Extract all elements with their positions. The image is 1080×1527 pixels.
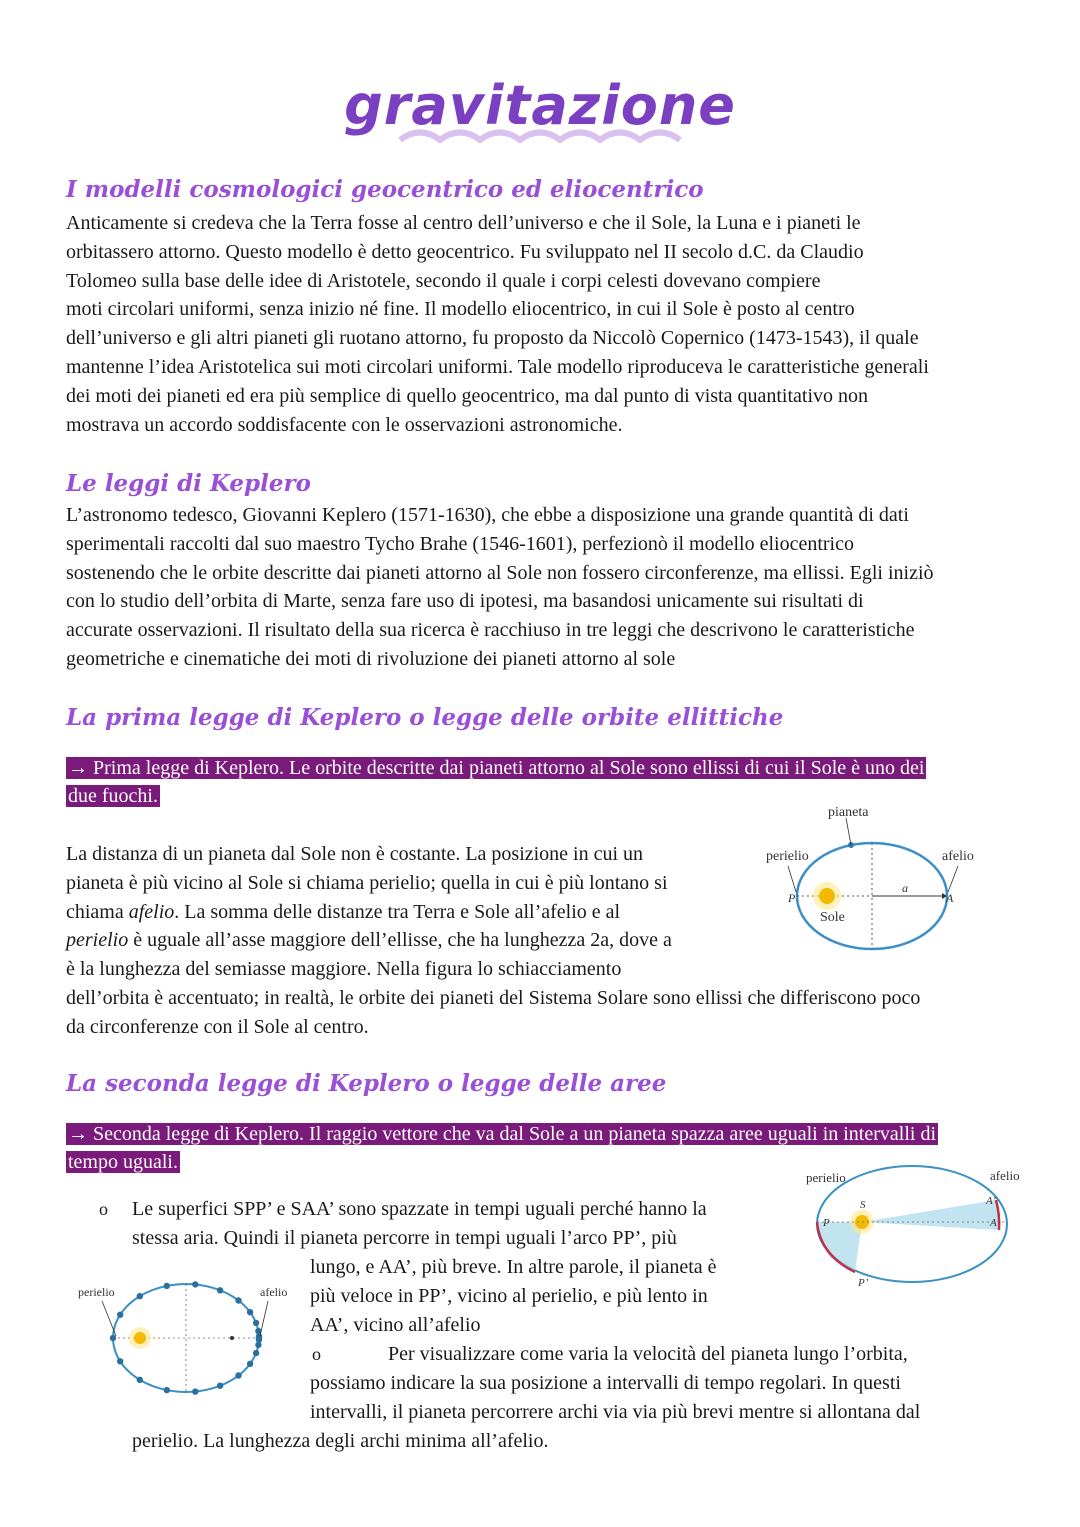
label-S: S — [860, 1199, 866, 1211]
sun-icon — [134, 1332, 146, 1344]
bullet-marker: o — [99, 1199, 108, 1219]
text-line: La distanza di un pianeta dal Sole non è costante. La posizione in cui un — [66, 843, 644, 865]
title-area — [0, 70, 1080, 160]
planet-position-dot — [255, 1342, 261, 1348]
planet-position-dot — [235, 1372, 241, 1378]
label-afelio: afelio — [990, 1168, 1020, 1183]
sun-icon — [819, 888, 835, 904]
planet-position-dot — [137, 1293, 143, 1299]
text-line: dell’universo e gli altri pianeti gli ruotano attorno, fu proposto da Niccolò Copernico (1473-1543), il quale — [66, 327, 919, 350]
planet-position-dot — [247, 1361, 253, 1367]
bullet2-line: Per visualizzare come varia la velocità del pianeta lungo l’orbita, — [388, 1343, 908, 1365]
area-law-figure — [800, 1160, 1030, 1300]
velocity-orbit-figure — [72, 1274, 302, 1414]
section-heading-second-law: La seconda legge di Keplero o legge delle aree — [66, 1070, 667, 1097]
bullet1-line: Le superfici SPP’ e SAA’ sono spazzate in tempi uguali perché hanno la — [132, 1198, 707, 1220]
swept-area-afelio — [862, 1200, 999, 1230]
planet-position-dot — [256, 1333, 262, 1339]
ellipse-orbit-figure — [750, 796, 990, 966]
planet-position-dot — [253, 1320, 259, 1326]
label-afelio: afelio — [942, 849, 974, 864]
text-line: sperimentali raccolti dal suo maestro Tycho Brahe (1546-1601), perfezionò il modello eliocentrico — [66, 532, 854, 555]
text-line: moti circolari uniformi, senza inizio né fine. Il modello eliocentrico, in cui il Sole è posto al centro — [66, 298, 855, 321]
text-line: perielio è uguale all’asse maggiore dell’ellisse, che ha lunghezza 2a, dove a — [66, 929, 672, 952]
text-line: dei moti dei pianeti ed era più semplice di quello geocentrico, ma dal punto di vista quantitativo non — [66, 384, 869, 407]
text-line: L’astronomo tedesco, Giovanni Keplero (1571-1630), che ebbe a disposizione una grande quantità di dati — [66, 504, 909, 526]
first-law-body-cont — [66, 984, 1026, 1042]
text-line: Tolomeo sulla base delle idee di Aristotele, secondo il quale i corpi celesti dovevano compiere — [66, 269, 821, 292]
text-line: da circonferenze con il Sole al centro. — [66, 1015, 369, 1038]
page-title: gravitazione — [344, 74, 736, 137]
text-line: orbitassero attorno. Questo modello è detto geocentrico. Fu sviluppato nel II secolo d.C. da Claudio — [66, 240, 864, 263]
text-line: accurate osservazioni. Il risultato della sua ricerca è racchiuso in tre leggi che descrivono le caratteristiche — [66, 619, 915, 642]
planet-position-dot — [235, 1297, 241, 1303]
section-body-kepler-laws — [66, 501, 1026, 674]
highlight-text: → Seconda legge di Keplero. Il raggio vettore che va dal Sole a un pianeta spazza aree uguali in intervalli di — [68, 1123, 936, 1145]
planet-position-dot — [164, 1283, 170, 1289]
section-heading-models: I modelli cosmologici geocentrico ed eliocentrico — [66, 176, 704, 203]
label-perielio: perielio — [78, 1285, 115, 1299]
planet-position-dot — [217, 1383, 223, 1389]
highlight-text: → Prima legge di Keplero. Le orbite descritte dai pianeti attorno al Sole sono ellissi di cui il Sole è uno dei — [68, 757, 925, 779]
text-line: sostenendo che le orbite descritte dai pianeti attorno al Sole non fossero circonferenze, ma ellissi. Egli iniziò — [66, 561, 934, 584]
planet-position-dot — [164, 1387, 170, 1393]
section-heading-kepler-laws: Le leggi di Keplero — [66, 470, 311, 497]
label-P: P — [823, 1217, 830, 1229]
text-line: dell’orbita è accentuato; in realtà, le orbite dei pianeti del Sistema Solare sono ellissi che differiscono poco — [66, 987, 921, 1009]
text-line: mantenne l’idea Aristotelica sui moti circolari uniformi. Tale modello riproduceva le caratteristiche generali — [66, 355, 929, 378]
section-heading-first-law: La prima legge di Keplero o legge delle orbite ellittiche — [66, 704, 784, 731]
section-body-models — [66, 209, 1026, 439]
planet-position-dot — [137, 1377, 143, 1383]
highlight-text: due fuochi. — [68, 785, 158, 807]
label-sole: Sole — [820, 910, 845, 925]
planet-position-dot — [117, 1358, 123, 1364]
planet-position-dot — [192, 1388, 198, 1394]
first-law-body — [66, 840, 766, 984]
text-line: pianeta è più vicino al Sole si chiama perielio; quella in cui è più lontano si — [66, 871, 668, 894]
label-A: A — [946, 891, 954, 905]
label-afelio: afelio — [260, 1285, 288, 1299]
label-a: a — [902, 881, 908, 895]
text-line: Anticamente si credeva che la Terra fosse al centro dell’universo e che il Sole, la Luna e i pianeti le — [66, 212, 861, 234]
bullet2-line: intervalli, il pianeta percorrere archi via via più brevi mentre si allontana dal — [310, 1401, 921, 1423]
label-A: A — [990, 1217, 997, 1229]
bullet2-line: possiamo indicare la sua posizione a intervalli di tempo regolari. In questi — [310, 1372, 901, 1394]
label-perielio: perielio — [806, 1170, 846, 1185]
label-pianeta: pianeta — [828, 805, 869, 820]
planet-position-dot — [217, 1287, 223, 1293]
label-P-prime: P’ — [858, 1277, 869, 1289]
text-line: geometriche e cinematiche dei moti di rivoluzione dei pianeti attorno al sole — [66, 647, 676, 670]
label-perielio: perielio — [766, 849, 809, 864]
text-line: è la lunghezza del semiasse maggiore. Nella figura lo schiacciamento — [66, 958, 622, 981]
planet-position-dot — [247, 1309, 253, 1315]
bullet2-line: perielio. La lunghezza degli archi minima all’afelio. — [132, 1430, 549, 1452]
text-line: con lo studio dell’orbita di Marte, senza fare uso di ipotesi, ma basandosi unicamente sui risultati di — [66, 590, 864, 613]
planet-position-dot — [253, 1350, 259, 1356]
text-line: chiama afelio. La somma delle distanze tra Terra e Sole all’afelio e al — [66, 900, 621, 923]
planet-position-dot — [192, 1281, 198, 1287]
bullet1-line: lungo, e AA’, più breve. In altre parole, il pianeta è — [310, 1256, 717, 1278]
bullet1-line: stessa aria. Quindi il pianeta percorre in tempi uguali l’arco PP’, più — [132, 1227, 677, 1249]
label-P: P — [788, 891, 796, 905]
text-line: mostrava un accordo soddisfacente con le osservazioni astronomiche. — [66, 413, 623, 436]
planet-position-dot — [110, 1335, 116, 1341]
planet-position-dot — [117, 1312, 123, 1318]
bullet-marker: o — [312, 1344, 321, 1364]
bullet1-line: più veloce in PP’, vicino al perielio, e più lento in — [310, 1285, 708, 1307]
highlight-text: tempo uguali. — [68, 1151, 178, 1173]
label-A-prime: A’ — [986, 1195, 996, 1207]
bullet1-line: AA’, vicino all’afelio — [310, 1314, 481, 1336]
